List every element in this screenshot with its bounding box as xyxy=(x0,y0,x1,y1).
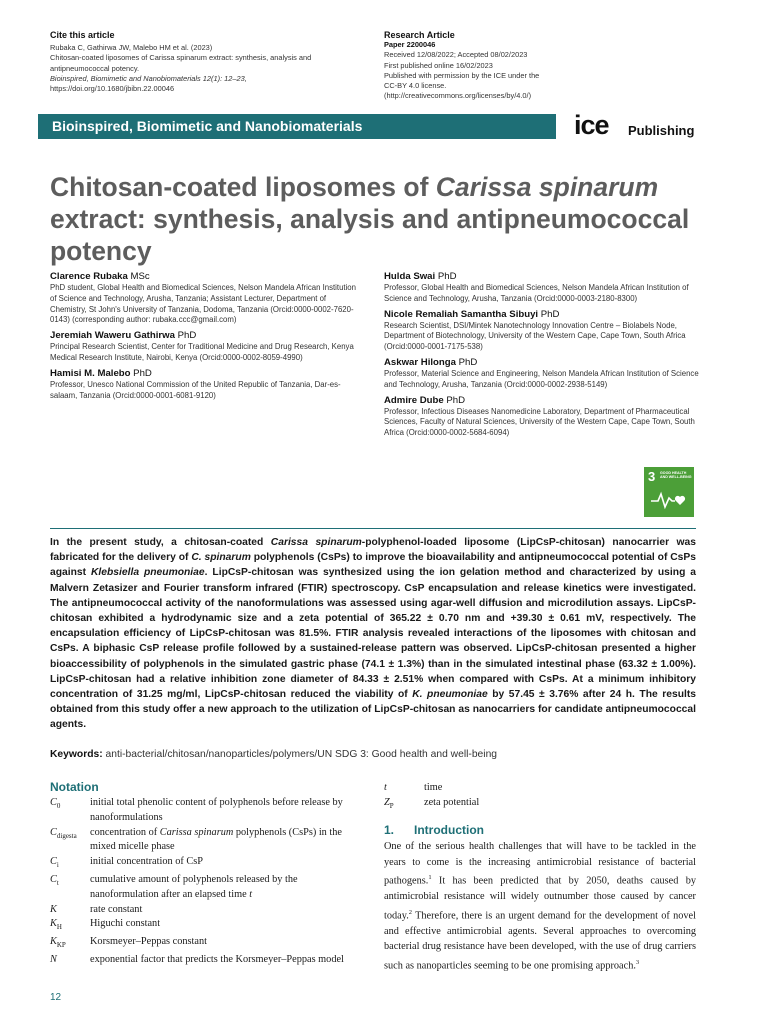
sdg-number: 3 xyxy=(648,469,656,484)
author-entry xyxy=(384,270,704,305)
publisher-logo xyxy=(572,110,732,140)
notation-symbol: $K_H$ xyxy=(50,918,62,932)
cite-doi-link[interactable]: https://doi.org/10.1680/jbibn.22.00046 xyxy=(50,84,175,94)
cite-line: Bioinspired, Biomimetic and Nanobiomaterials 12(1): 12–23, xyxy=(50,73,247,83)
author-name: Jeremiah Waweru Gathirwa PhD xyxy=(50,330,197,342)
author-degree: PhD xyxy=(458,356,478,368)
title-species: Carissa spinarum xyxy=(435,172,659,202)
journal-band xyxy=(38,114,556,139)
introduction-section xyxy=(384,823,696,974)
notation-symbol: $Z_P$ xyxy=(384,796,394,810)
notation-row xyxy=(50,903,362,918)
article-info xyxy=(384,30,584,101)
notation-definition: rate constant xyxy=(90,903,143,915)
cite-line: antipneumococcal potency. xyxy=(50,63,140,73)
author-affiliation: PhD student, Global Health and Biomedical Sciences, Nelson Mandela African Institution of Science and Technology, Arusha, Tanzania; Assistant Lecturer, Department of Chemistry, St John's University of Tanzania, Dodoma, Tanzania (Orcid:0000-0002-7620-0143) (corresponding author: rubaka.ccc@gmail.com) xyxy=(50,283,356,325)
reference-marker[interactable]: 2 xyxy=(408,908,413,916)
cite-line: Rubaka C, Gathirwa JW, Malebo HM et al. (2023) xyxy=(50,43,213,53)
notation-row xyxy=(50,796,362,826)
author-degree: PhD xyxy=(437,271,457,282)
notation-row xyxy=(384,796,696,814)
sdg3-badge xyxy=(644,467,694,517)
sdg-label: GOOD HEALTH AND WELL-BEING xyxy=(660,471,692,480)
notation-definition: time xyxy=(424,782,443,793)
page-number: 12 xyxy=(50,992,62,1003)
author-entry xyxy=(384,394,704,439)
author-affiliation: Principal Research Scientist, Center for Traditional Medicine and Drug Research, Kenya Medical Research Institute, Nairobi, Kenya (Orcid:0000-0002-8059-4990) xyxy=(50,342,354,362)
abstract-text: -polyphenol-loaded liposome (LipCsP-chitosan) nanocarrier was fabricated for the delivery of xyxy=(50,537,696,564)
abstract xyxy=(50,535,696,733)
abstract-text: polyphenols (CsPs) to improve the bioavailability and antipneumococcal potential of CsPs against xyxy=(50,552,696,579)
notation-definition: zeta potential xyxy=(424,796,480,808)
author-name: Askwar Hilonga PhD xyxy=(384,356,478,368)
intro-text: It has been predicted that by 2050, deaths caused by antimicrobial resistance will widely outnumber those caused by cancer today. xyxy=(384,875,696,922)
introduction-paragraph xyxy=(384,839,696,974)
author-affiliation: Professor, Unesco National Commission of the United Republic of Tanzania, Dar-es-salaam, Tanzania (Orcid:0000-0001-6081-9120) xyxy=(50,379,341,400)
notation-section xyxy=(50,780,362,968)
author-affiliation: Research Scientist, DSI/Mintek Nanotechnology Innovation Centre – Biolabels Node, Department of Biotechnology, University of the Western Cape, Cape Town, South Africa (Orcid:0000-0001-7175-538) xyxy=(384,320,686,352)
author-entry xyxy=(384,308,704,353)
license-link[interactable]: (http://creativecommons.org/licenses/by/4.0/) xyxy=(384,91,532,101)
author-degree: PhD xyxy=(177,330,197,342)
author-degree: MSc xyxy=(130,271,150,282)
abstract-text: In the present study, a chitosan-coated xyxy=(50,537,271,548)
authors-column-right xyxy=(384,270,704,442)
notation-symbol: $C_i$ xyxy=(50,856,59,870)
abstract-species: K. pneumoniae xyxy=(412,689,488,701)
license-text: CC-BY 4.0 license. xyxy=(384,81,447,91)
notation-symbol: $C_0$ xyxy=(50,797,61,811)
intro-text: Therefore, there is an urgent demand for the development of novel and effective antimicrobial agents. Several approaches to overcoming bacterial drug resistance have been developed, with the use of drug carriers such as nanoparticles seeming to be one promising approach. xyxy=(384,910,696,972)
section-number: 1. xyxy=(384,823,395,837)
notation-definition: exponential factor that predicts the Korsmeyer–Peppas model xyxy=(90,954,344,966)
abstract-species: Klebsiella pneumoniae xyxy=(90,567,205,579)
author-entry xyxy=(50,329,362,364)
article-title: Chitosan-coated liposomes of Carissa spinarum extract: synthesis, analysis and antipneumococcal potency xyxy=(50,172,690,266)
notation-row xyxy=(50,855,362,873)
abstract-text: by 57.45 ± 3.76% after 24 h. The results obtained from this study offer a new approach to the utilization of LipCsP-chitosan as nanocarriers for candidate antipneumococcal agents. xyxy=(50,689,696,731)
author-affiliation: Professor, Infectious Diseases Nanomedicine Laboratory, Department of Pharmaceutical Sciences, Faculty of Natural Sciences, University of the Western Cape, Cape Town, South Africa (Orcid:0000-0002-5684-6094) xyxy=(384,406,695,438)
notation-symbol: $C_{digesta}$ xyxy=(50,826,77,840)
abstract-species: Carissa spinarum xyxy=(270,537,362,548)
cite-heading: Cite this article xyxy=(50,30,115,40)
notation-definition: Higuchi constant xyxy=(90,918,161,930)
section-divider xyxy=(50,528,696,529)
reference-marker[interactable]: 1 xyxy=(428,874,432,882)
notation-symbol: t xyxy=(384,782,387,793)
paper-number: Paper 2200046 xyxy=(384,40,436,50)
notation-definition: initial concentration of CsP xyxy=(90,856,203,868)
intro-text: One of the serious health challenges that will have to be tackled in the years to come is the increasing antimicrobial resistance of bacterial pathogens. xyxy=(384,841,696,887)
authors-column-left xyxy=(50,270,362,404)
author-name: Hamisi M. Malebo PhD xyxy=(50,367,152,379)
keywords-text: anti-bacterial/chitosan/nanoparticles/polymers/UN SDG 3: Good health and well-being xyxy=(105,749,498,760)
author-affiliation: Professor, Global Health and Biomedical Sciences, Nelson Mandela African Institution of Science and Technology, Arusha, Tanzania (Orcid:0000-0003-2180-8300) xyxy=(384,283,689,303)
abstract-text: . LipCsP-chitosan was synthesized using the ion gelation method and characterized by using a Malvern Zetasizer and Fourier transform infrared (FTIR) spectroscopy. CsP encapsulation and release kinetics were investigated. The antipneumococcal activity of the nanoformulations was assessed using agar-well diffusion and microdilution assays. LipCsP-chitosan exhibited a hydrodynamic size and a zeta potential of 365.22 ± 0.70 nm and +39.30 ± 0.61 mV, respectively. The encapsulation efficiency of LipCsP-chitosan was 81.5%. FTIR analysis revealed interactions of the liposomes with chitosan and CsPs. A biphasic CsP release profile followed by a sustained-release pattern was observed. LipCsP-chitosan presented a higher bioaccessibility of polyphenols in the simulated gastric phase (74.1 ± 1.3%) than in the simulated intestinal phase (63.32 ± 1.00%). LipCsP-chitosan had a relative inhibition zone diameter of 84.33 ± 2.51% when compared with CsPs. At a minimum inhibitory concentration of 31.25 mg/ml, LipCsP-chitosan reduced the viability of xyxy=(50,567,696,701)
notation-continued xyxy=(384,781,696,814)
section-title: Introduction xyxy=(414,823,484,837)
author-entry xyxy=(50,270,362,326)
introduction-heading xyxy=(384,823,696,837)
author-degree: PhD xyxy=(446,394,466,406)
notation-row xyxy=(50,917,362,935)
notation-definition: concentration of Carissa spinarum polyphenols (CsPs) in the mixed micelle phase xyxy=(90,826,342,853)
article-type: Research Article xyxy=(384,30,455,40)
keywords xyxy=(50,749,696,760)
notation-row xyxy=(50,873,362,903)
cite-line: Chitosan-coated liposomes of Carissa spinarum extract: synthesis, analysis and xyxy=(50,53,312,63)
notation-row xyxy=(50,826,362,856)
notation-row xyxy=(384,781,696,796)
author-entry xyxy=(50,367,362,402)
reference-marker[interactable]: 3 xyxy=(635,959,640,966)
notation-symbol: $K_{KP}$ xyxy=(50,936,66,950)
heartbeat-icon xyxy=(650,489,688,511)
ice-logo-mark: ice xyxy=(574,110,609,140)
notation-definition: initial total phenolic content of polyphenols before release by nanoformulations xyxy=(90,797,343,823)
author-affiliation: Professor, Material Science and Engineering, Nelson Mandela African Institution of Science and Technology, Arusha, Tanzania (Orcid:0000-0002-2938-5149) xyxy=(384,368,699,389)
author-name: Clarence Rubaka MSc xyxy=(50,271,150,282)
publisher-name: Publishing xyxy=(628,123,695,138)
notation-row xyxy=(50,953,362,968)
author-name: Nicole Remaliah Samantha Sibuyi PhD xyxy=(384,308,560,320)
permission-text: Published with permission by the ICE under the xyxy=(384,70,540,80)
notation-symbol: K xyxy=(50,903,57,915)
keywords-label: Keywords: xyxy=(50,749,103,760)
journal-name: Bioinspired, Biomimetic and Nanobiomaterials xyxy=(52,118,363,134)
notation-row xyxy=(50,935,362,953)
received-date: Received 12/08/2022; Accepted 08/02/2023 xyxy=(384,50,528,60)
abstract-species: C. spinarum xyxy=(191,552,251,564)
notation-heading: Notation xyxy=(50,780,99,794)
cite-block xyxy=(50,30,350,94)
author-degree: PhD xyxy=(540,308,560,320)
notation-definition: cumulative amount of polyphenols released by the nanoformulation after an elapsed time t xyxy=(90,874,298,900)
notation-definition: Korsmeyer–Peppas constant xyxy=(90,936,207,948)
author-degree: PhD xyxy=(133,367,152,379)
author-name: Hulda Swai PhD xyxy=(384,271,457,282)
notation-symbol: $C_t$ xyxy=(50,874,59,888)
author-name: Admire Dube PhD xyxy=(384,394,466,406)
author-entry xyxy=(384,356,704,391)
notation-symbol: N xyxy=(50,954,57,966)
published-date: First published online 16/02/2023 xyxy=(384,60,493,70)
